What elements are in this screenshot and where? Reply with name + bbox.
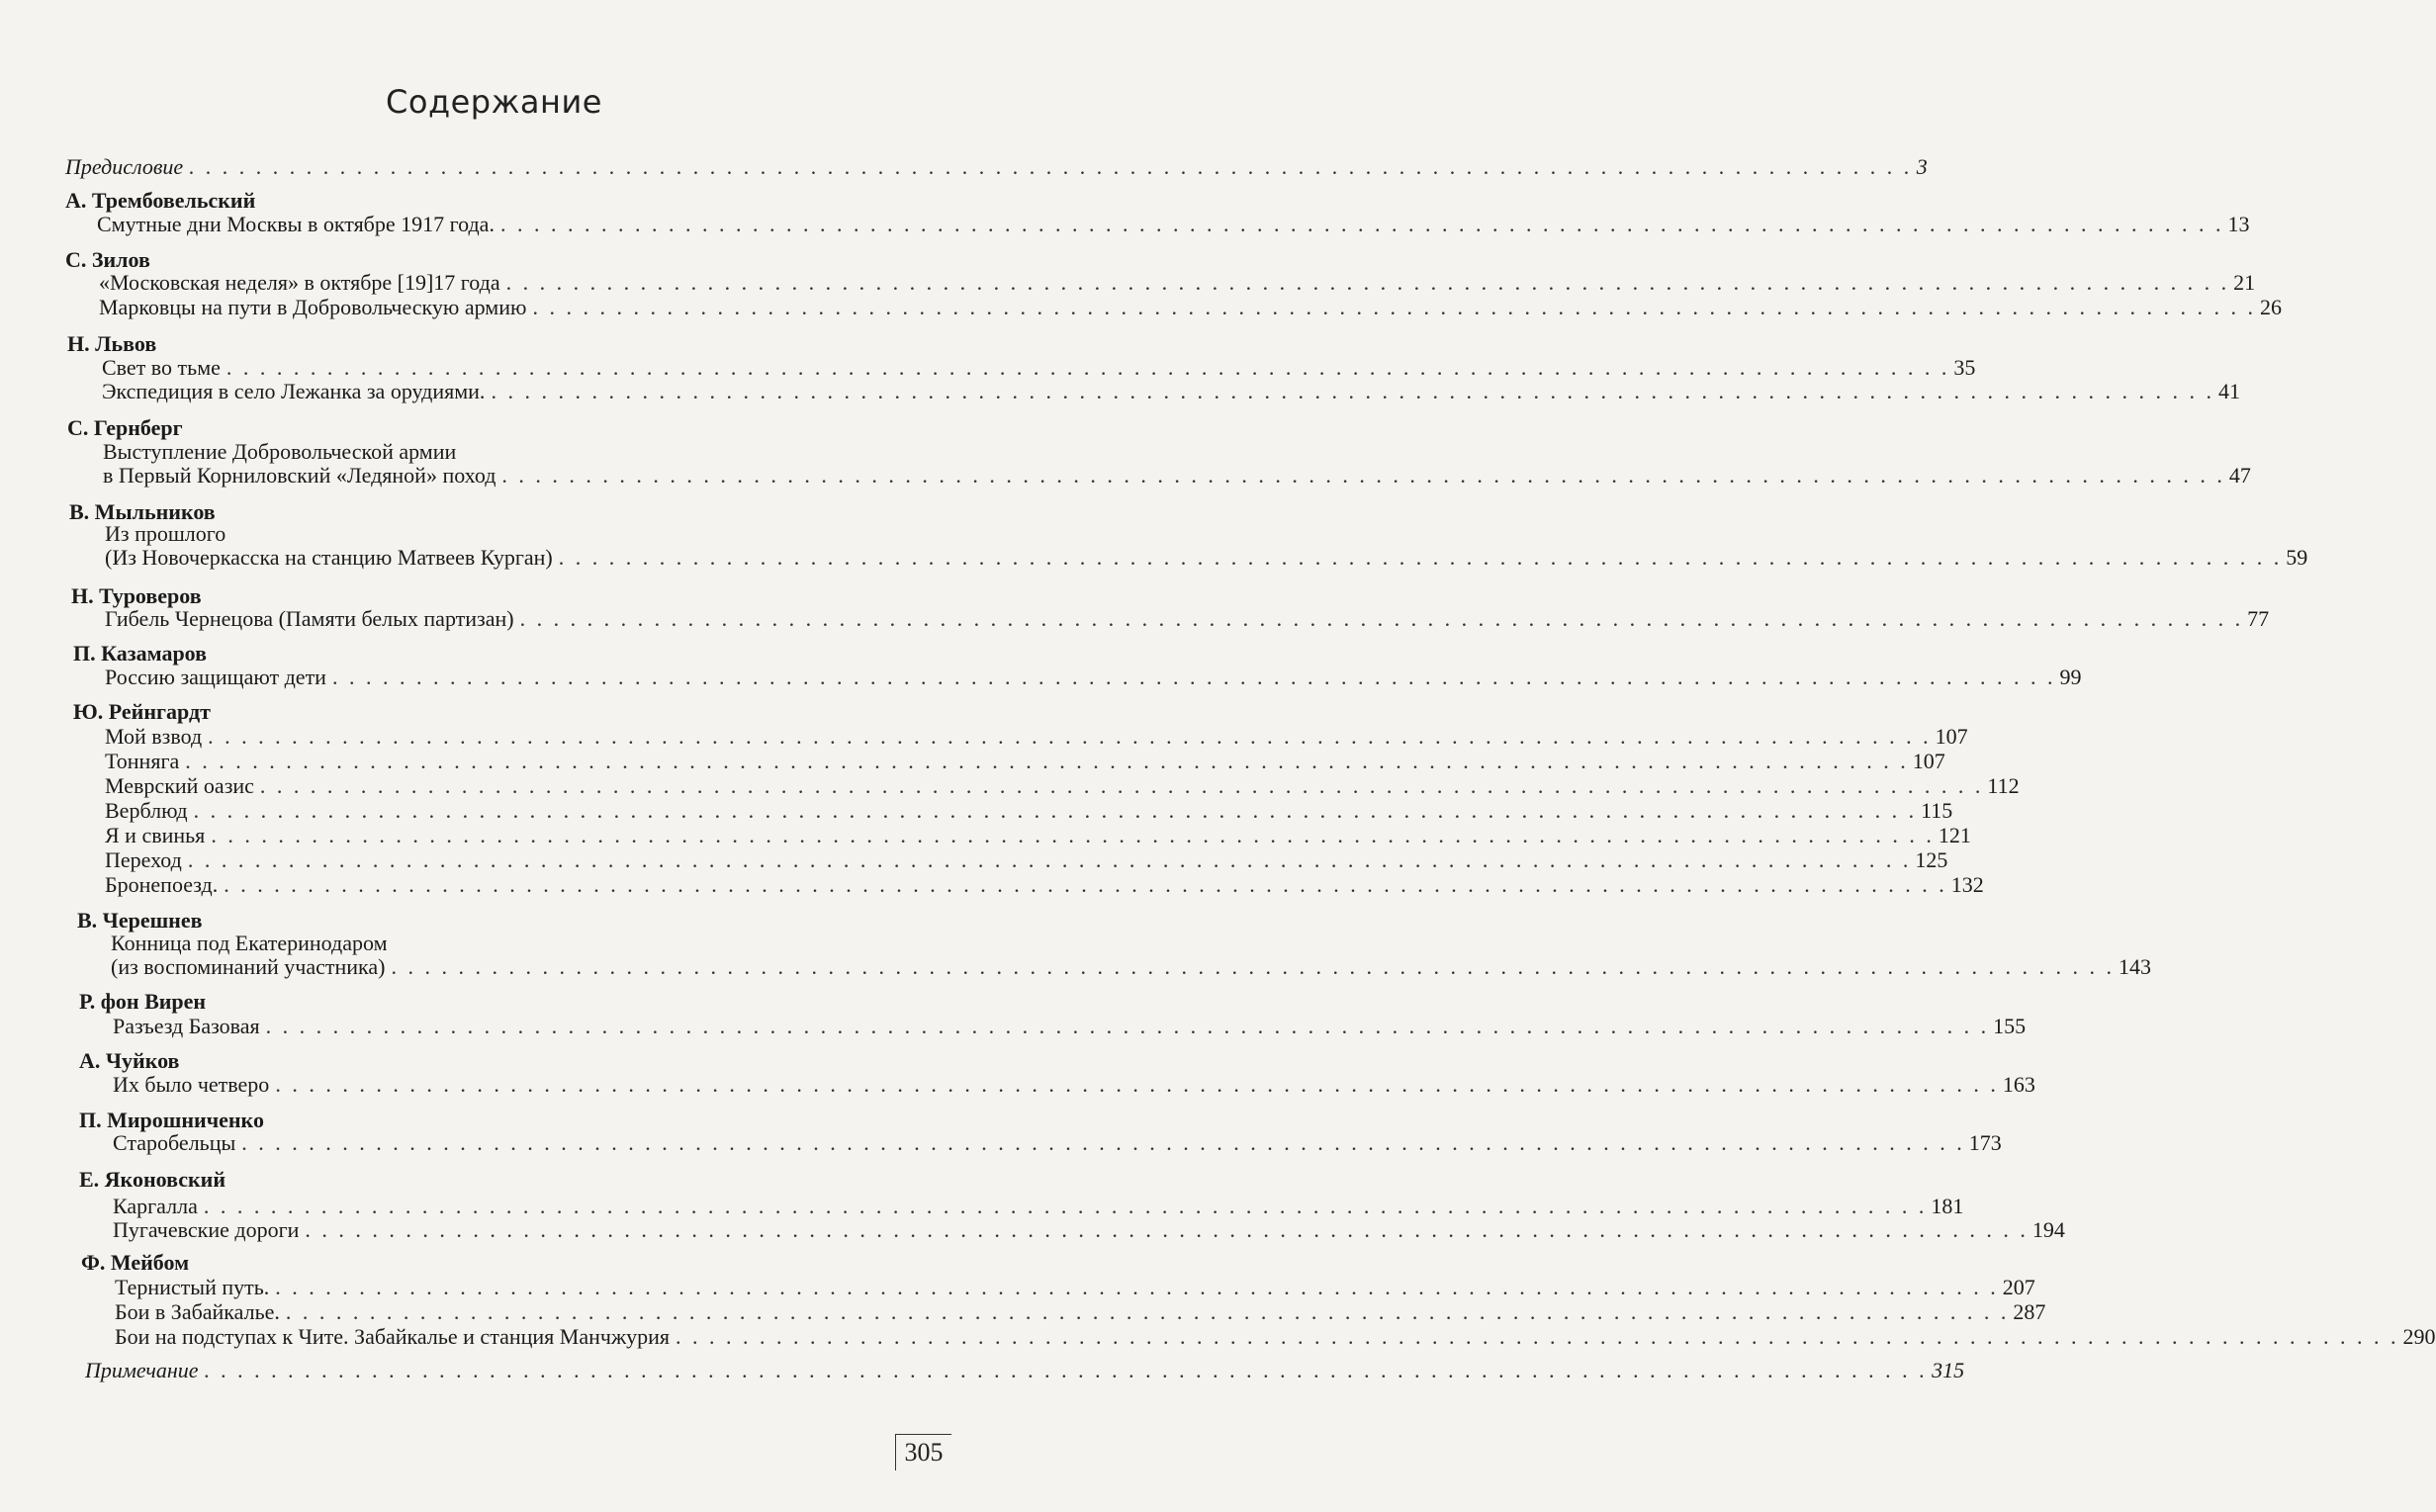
author-name: С. Зилов: [65, 247, 150, 272]
entry-title: Смутные дни Москвы в октябре 1917 года.: [97, 212, 495, 236]
toc-entry: [105, 798, 1953, 824]
entry-title: (Из Новочеркасска на станцию Матвеев Курган): [105, 545, 553, 570]
dot-leader: . . . . . . . . . . . . . . . . . . . . . . . . . . . . . . . . . . . . . . . . . . . . . . . . . . . . . . . . . . . . . . . . . . . . . . . . . . . . . . . . . . . . . . . . . . . . . . . . . . . . . . .: [241, 1130, 1965, 1155]
dot-leader: . . . . . . . . . . . . . . . . . . . . . . . . . . . . . . . . . . . . . . . . . . . . . . . . . . . . . . . . . . . . . . . . . . . . . . . . . . . . . . . . . . . . . . . . . . . . . . . . . . . . . . .: [275, 1275, 1999, 1299]
dot-leader: . . . . . . . . . . . . . . . . . . . . . . . . . . . . . . . . . . . . . . . . . . . . . . . . . . . . . . . . . . . . . . . . . . . . . . . . . . . . . . . . . . . . . . . . . . . . . . . . . . . . . . .: [224, 872, 1947, 897]
page-ref: 315: [1932, 1358, 1965, 1382]
toc-entry: [111, 954, 2151, 980]
author-name: В. Мыльников: [69, 499, 216, 524]
entry-title: Старобельцы: [113, 1130, 236, 1155]
page-ref: 181: [1931, 1194, 1964, 1218]
toc-entry: [99, 295, 2282, 320]
dot-leader: . . . . . . . . . . . . . . . . . . . . . . . . . . . . . . . . . . . . . . . . . . . . . . . . . . . . . . . . . . . . . . . . . . . . . . . . . . . . . . . . . . . . . . . . . . . . . . . . . . . . . . .: [203, 1194, 1928, 1218]
page-ref: 21: [2233, 270, 2256, 295]
page-ref: 290: [2402, 1324, 2436, 1349]
page-ref: 287: [2013, 1299, 2046, 1324]
dot-leader: . . . . . . . . . . . . . . . . . . . . . . . . . . . . . . . . . . . . . . . . . . . . . . . . . . . . . . . . . . . . . . . . . . . . . . . . . . . . . . . . . . . . . . . . . . . . . . . . . . . . . . .: [285, 1299, 2010, 1324]
dot-leader: . . . . . . . . . . . . . . . . . . . . . . . . . . . . . . . . . . . . . . . . . . . . . . . . . . . . . . . . . . . . . . . . . . . . . . . . . . . . . . . . . . . . . . . . . . . . . . . . . . . . . . .: [189, 154, 1913, 179]
dot-leader: . . . . . . . . . . . . . . . . . . . . . . . . . . . . . . . . . . . . . . . . . . . . . . . . . . . . . . . . . . . . . . . . . . . . . . . . . . . . . . . . . . . . . . . . . . . . . . . . . . . . . . .: [331, 665, 2056, 689]
entry-title: Переход: [105, 847, 182, 872]
page-ref: 107: [1935, 724, 1968, 749]
page-ref: 194: [2031, 1217, 2065, 1242]
page-title: Содержание: [386, 83, 602, 121]
toc-entry: [99, 270, 2256, 296]
entry-title: Бои на подступах к Чите. Забайкалье и станция Манчжурия: [115, 1324, 671, 1349]
page-ref: 121: [1938, 823, 1971, 847]
toc-entry: [105, 606, 2270, 632]
toc-entry: [105, 872, 1984, 898]
toc-entry: [113, 1217, 2065, 1243]
page-ref: 143: [2118, 954, 2151, 979]
entry-title: «Московская неделя» в октябре [19]17 года: [99, 270, 500, 295]
toc-entry: [105, 773, 2020, 799]
toc-entry: [103, 463, 2251, 489]
toc-entry: [115, 1275, 2035, 1300]
page-ref: 173: [1968, 1130, 2002, 1155]
page-ref: 107: [1912, 749, 1945, 773]
entry-title: (из воспоминаний участника): [111, 954, 386, 979]
author-name: Ю. Рейнгардт: [73, 699, 211, 724]
page-ref: 26: [2259, 295, 2282, 319]
page-ref: 13: [2227, 212, 2250, 236]
dot-leader: . . . . . . . . . . . . . . . . . . . . . . . . . . . . . . . . . . . . . . . . . . . . . . . . . . . . . . . . . . . . . . . . . . . . . . . . . . . . . . . . . . . . . . . . . . . . . . . . . . . . . . .: [226, 355, 1950, 380]
entry-title: Россию защищают дети: [105, 665, 326, 689]
dot-leader: . . . . . . . . . . . . . . . . . . . . . . . . . . . . . . . . . . . . . . . . . . . . . . . . . . . . . . . . . . . . . . . . . . . . . . . . . . . . . . . . . . . . . . . . . . . . . . . . . . . . . . .: [501, 463, 2225, 488]
toc-entry: [105, 823, 1971, 848]
page-ref: 47: [2228, 463, 2251, 488]
dot-leader: . . . . . . . . . . . . . . . . . . . . . . . . . . . . . . . . . . . . . . . . . . . . . . . . . . . . . . . . . . . . . . . . . . . . . . . . . . . . . . . . . . . . . . . . . . . . . . . . . . . . . . .: [187, 847, 1912, 872]
page-ref: 132: [1950, 872, 1984, 897]
entry-title: Мой взвод: [105, 724, 203, 749]
author-name: А. Трембовельский: [65, 188, 256, 213]
toc-entry: [102, 355, 1976, 381]
entry-title: Меврский оазис: [105, 773, 254, 798]
page-ref: 155: [1993, 1014, 2027, 1038]
dot-leader: . . . . . . . . . . . . . . . . . . . . . . . . . . . . . . . . . . . . . . . . . . . . . . . . . . . . . . . . . . . . . . . . . . . . . . . . . . . . . . . . . . . . . . . . . . . . . . . . . . . . . . .: [558, 545, 2283, 570]
page-number: 305: [895, 1434, 951, 1470]
entry-title: Свет во тьме: [102, 355, 221, 380]
author-name: В. Черешнев: [77, 908, 203, 933]
entry-title: Бронепоезд.: [105, 872, 219, 897]
toc-entry: [113, 1072, 2035, 1098]
entry-title: Экспедиция в село Лежанка за орудиями.: [102, 379, 486, 403]
author-name: Ф. Мейбом: [81, 1250, 190, 1275]
entry-title-line: Выступление Добровольческой армии: [103, 439, 457, 464]
toc-entry: [115, 1324, 2436, 1350]
toc-entry: [97, 212, 2250, 237]
entry-title: Примечание: [85, 1358, 199, 1382]
dot-leader: . . . . . . . . . . . . . . . . . . . . . . . . . . . . . . . . . . . . . . . . . . . . . . . . . . . . . . . . . . . . . . . . . . . . . . . . . . . . . . . . . . . . . . . . . . . . . . . . . . . . . . .: [204, 1358, 1929, 1382]
toc-entry: [113, 1014, 2027, 1039]
toc-entry: [105, 665, 2082, 690]
page-ref: 35: [1953, 355, 1976, 380]
dot-leader: . . . . . . . . . . . . . . . . . . . . . . . . . . . . . . . . . . . . . . . . . . . . . . . . . . . . . . . . . . . . . . . . . . . . . . . . . . . . . . . . . . . . . . . . . . . . . . . . . . . . . . .: [193, 798, 1918, 823]
author-name: А. Чуйков: [79, 1048, 180, 1073]
dot-leader: . . . . . . . . . . . . . . . . . . . . . . . . . . . . . . . . . . . . . . . . . . . . . . . . . . . . . . . . . . . . . . . . . . . . . . . . . . . . . . . . . . . . . . . . . . . . . . . . . . . . . . .: [259, 773, 1984, 798]
dot-leader: . . . . . . . . . . . . . . . . . . . . . . . . . . . . . . . . . . . . . . . . . . . . . . . . . . . . . . . . . . . . . . . . . . . . . . . . . . . . . . . . . . . . . . . . . . . . . . . . . . . . . . .: [499, 212, 2224, 236]
dot-leader: . . . . . . . . . . . . . . . . . . . . . . . . . . . . . . . . . . . . . . . . . . . . . . . . . . . . . . . . . . . . . . . . . . . . . . . . . . . . . . . . . . . . . . . . . . . . . . . . . . . . . . .: [185, 749, 1909, 773]
entry-title-line: Конница под Екатеринодаром: [111, 931, 388, 955]
author-name: С. Гернберг: [67, 415, 183, 440]
toc-entry: [105, 749, 1945, 774]
entry-title: Тонняга: [105, 749, 180, 773]
entry-title: Я и свинья: [105, 823, 206, 847]
page-ref: 99: [2059, 665, 2082, 689]
entry-title: Тернистый путь.: [115, 1275, 270, 1299]
page-ref: 207: [2002, 1275, 2035, 1299]
page-ref: 3: [1916, 154, 1928, 179]
entry-title: Верблюд: [105, 798, 188, 823]
toc-entry: [65, 154, 1928, 180]
author-name: Р. фон Вирен: [79, 989, 207, 1014]
dot-leader: . . . . . . . . . . . . . . . . . . . . . . . . . . . . . . . . . . . . . . . . . . . . . . . . . . . . . . . . . . . . . . . . . . . . . . . . . . . . . . . . . . . . . . . . . . . . . . . . . . . . . . .: [491, 379, 2214, 403]
author-name: П. Мирошниченко: [79, 1108, 264, 1132]
entry-title: Разъезд Базовая: [113, 1014, 260, 1038]
page-ref: 125: [1915, 847, 1948, 872]
author-name: П. Казамаров: [73, 641, 208, 666]
toc-entry: [105, 847, 1948, 873]
toc-entry: [105, 545, 2308, 571]
entry-title: Каргалла: [113, 1194, 198, 1218]
author-name: Н. Туроверов: [71, 583, 202, 608]
dot-leader: . . . . . . . . . . . . . . . . . . . . . . . . . . . . . . . . . . . . . . . . . . . . . . . . . . . . . . . . . . . . . . . . . . . . . . . . . . . . . . . . . . . . . . . . . . . . . . . . . . . . . . .: [505, 270, 2230, 295]
toc-entry: [102, 379, 2240, 404]
page-ref: 59: [2286, 545, 2308, 570]
entry-title: Пугачевские дороги: [113, 1217, 300, 1242]
toc-entry: [113, 1130, 2002, 1156]
toc-entry: [85, 1358, 1965, 1383]
toc-entry: [105, 724, 1968, 750]
entry-title: в Первый Корниловский «Ледяной» поход: [103, 463, 496, 488]
entry-title: Бои в Забайкалье.: [115, 1299, 280, 1324]
dot-leader: . . . . . . . . . . . . . . . . . . . . . . . . . . . . . . . . . . . . . . . . . . . . . . . . . . . . . . . . . . . . . . . . . . . . . . . . . . . . . . . . . . . . . . . . . . . . . . . . . . . . . . .: [676, 1324, 2399, 1349]
entry-title: Их было четверо: [113, 1072, 270, 1097]
dot-leader: . . . . . . . . . . . . . . . . . . . . . . . . . . . . . . . . . . . . . . . . . . . . . . . . . . . . . . . . . . . . . . . . . . . . . . . . . . . . . . . . . . . . . . . . . . . . . . . . . . . . . . .: [275, 1072, 1999, 1097]
entry-title: Марковцы на пути в Добровольческую армию: [99, 295, 527, 319]
page-ref: 77: [2247, 606, 2270, 631]
author-name: Н. Львов: [67, 331, 157, 356]
page-ref: 112: [1987, 773, 2020, 798]
page-ref: 41: [2217, 379, 2240, 403]
dot-leader: . . . . . . . . . . . . . . . . . . . . . . . . . . . . . . . . . . . . . . . . . . . . . . . . . . . . . . . . . . . . . . . . . . . . . . . . . . . . . . . . . . . . . . . . . . . . . . . . . . . . . . .: [391, 954, 2115, 979]
dot-leader: . . . . . . . . . . . . . . . . . . . . . . . . . . . . . . . . . . . . . . . . . . . . . . . . . . . . . . . . . . . . . . . . . . . . . . . . . . . . . . . . . . . . . . . . . . . . . . . . . . . . . . .: [265, 1014, 1990, 1038]
entry-title: Гибель Чернецова (Памяти белых партизан): [105, 606, 514, 631]
page-ref: 115: [1921, 798, 1953, 823]
entry-title: Предисловие: [65, 154, 184, 179]
entry-title-line: Из прошлого: [105, 521, 226, 546]
toc-entry: [115, 1299, 2046, 1325]
dot-leader: . . . . . . . . . . . . . . . . . . . . . . . . . . . . . . . . . . . . . . . . . . . . . . . . . . . . . . . . . . . . . . . . . . . . . . . . . . . . . . . . . . . . . . . . . . . . . . . . . . . . . . .: [532, 295, 2256, 319]
page-ref: 163: [2002, 1072, 2035, 1097]
dot-leader: . . . . . . . . . . . . . . . . . . . . . . . . . . . . . . . . . . . . . . . . . . . . . . . . . . . . . . . . . . . . . . . . . . . . . . . . . . . . . . . . . . . . . . . . . . . . . . . . . . . . . . .: [208, 724, 1932, 749]
toc-entry: [113, 1194, 1964, 1219]
dot-leader: . . . . . . . . . . . . . . . . . . . . . . . . . . . . . . . . . . . . . . . . . . . . . . . . . . . . . . . . . . . . . . . . . . . . . . . . . . . . . . . . . . . . . . . . . . . . . . . . . . . . . . .: [519, 606, 2244, 631]
dot-leader: . . . . . . . . . . . . . . . . . . . . . . . . . . . . . . . . . . . . . . . . . . . . . . . . . . . . . . . . . . . . . . . . . . . . . . . . . . . . . . . . . . . . . . . . . . . . . . . . . . . . . . .: [305, 1217, 2029, 1242]
author-name: Е. Яконовский: [79, 1167, 226, 1192]
dot-leader: . . . . . . . . . . . . . . . . . . . . . . . . . . . . . . . . . . . . . . . . . . . . . . . . . . . . . . . . . . . . . . . . . . . . . . . . . . . . . . . . . . . . . . . . . . . . . . . . . . . . . . .: [211, 823, 1935, 847]
